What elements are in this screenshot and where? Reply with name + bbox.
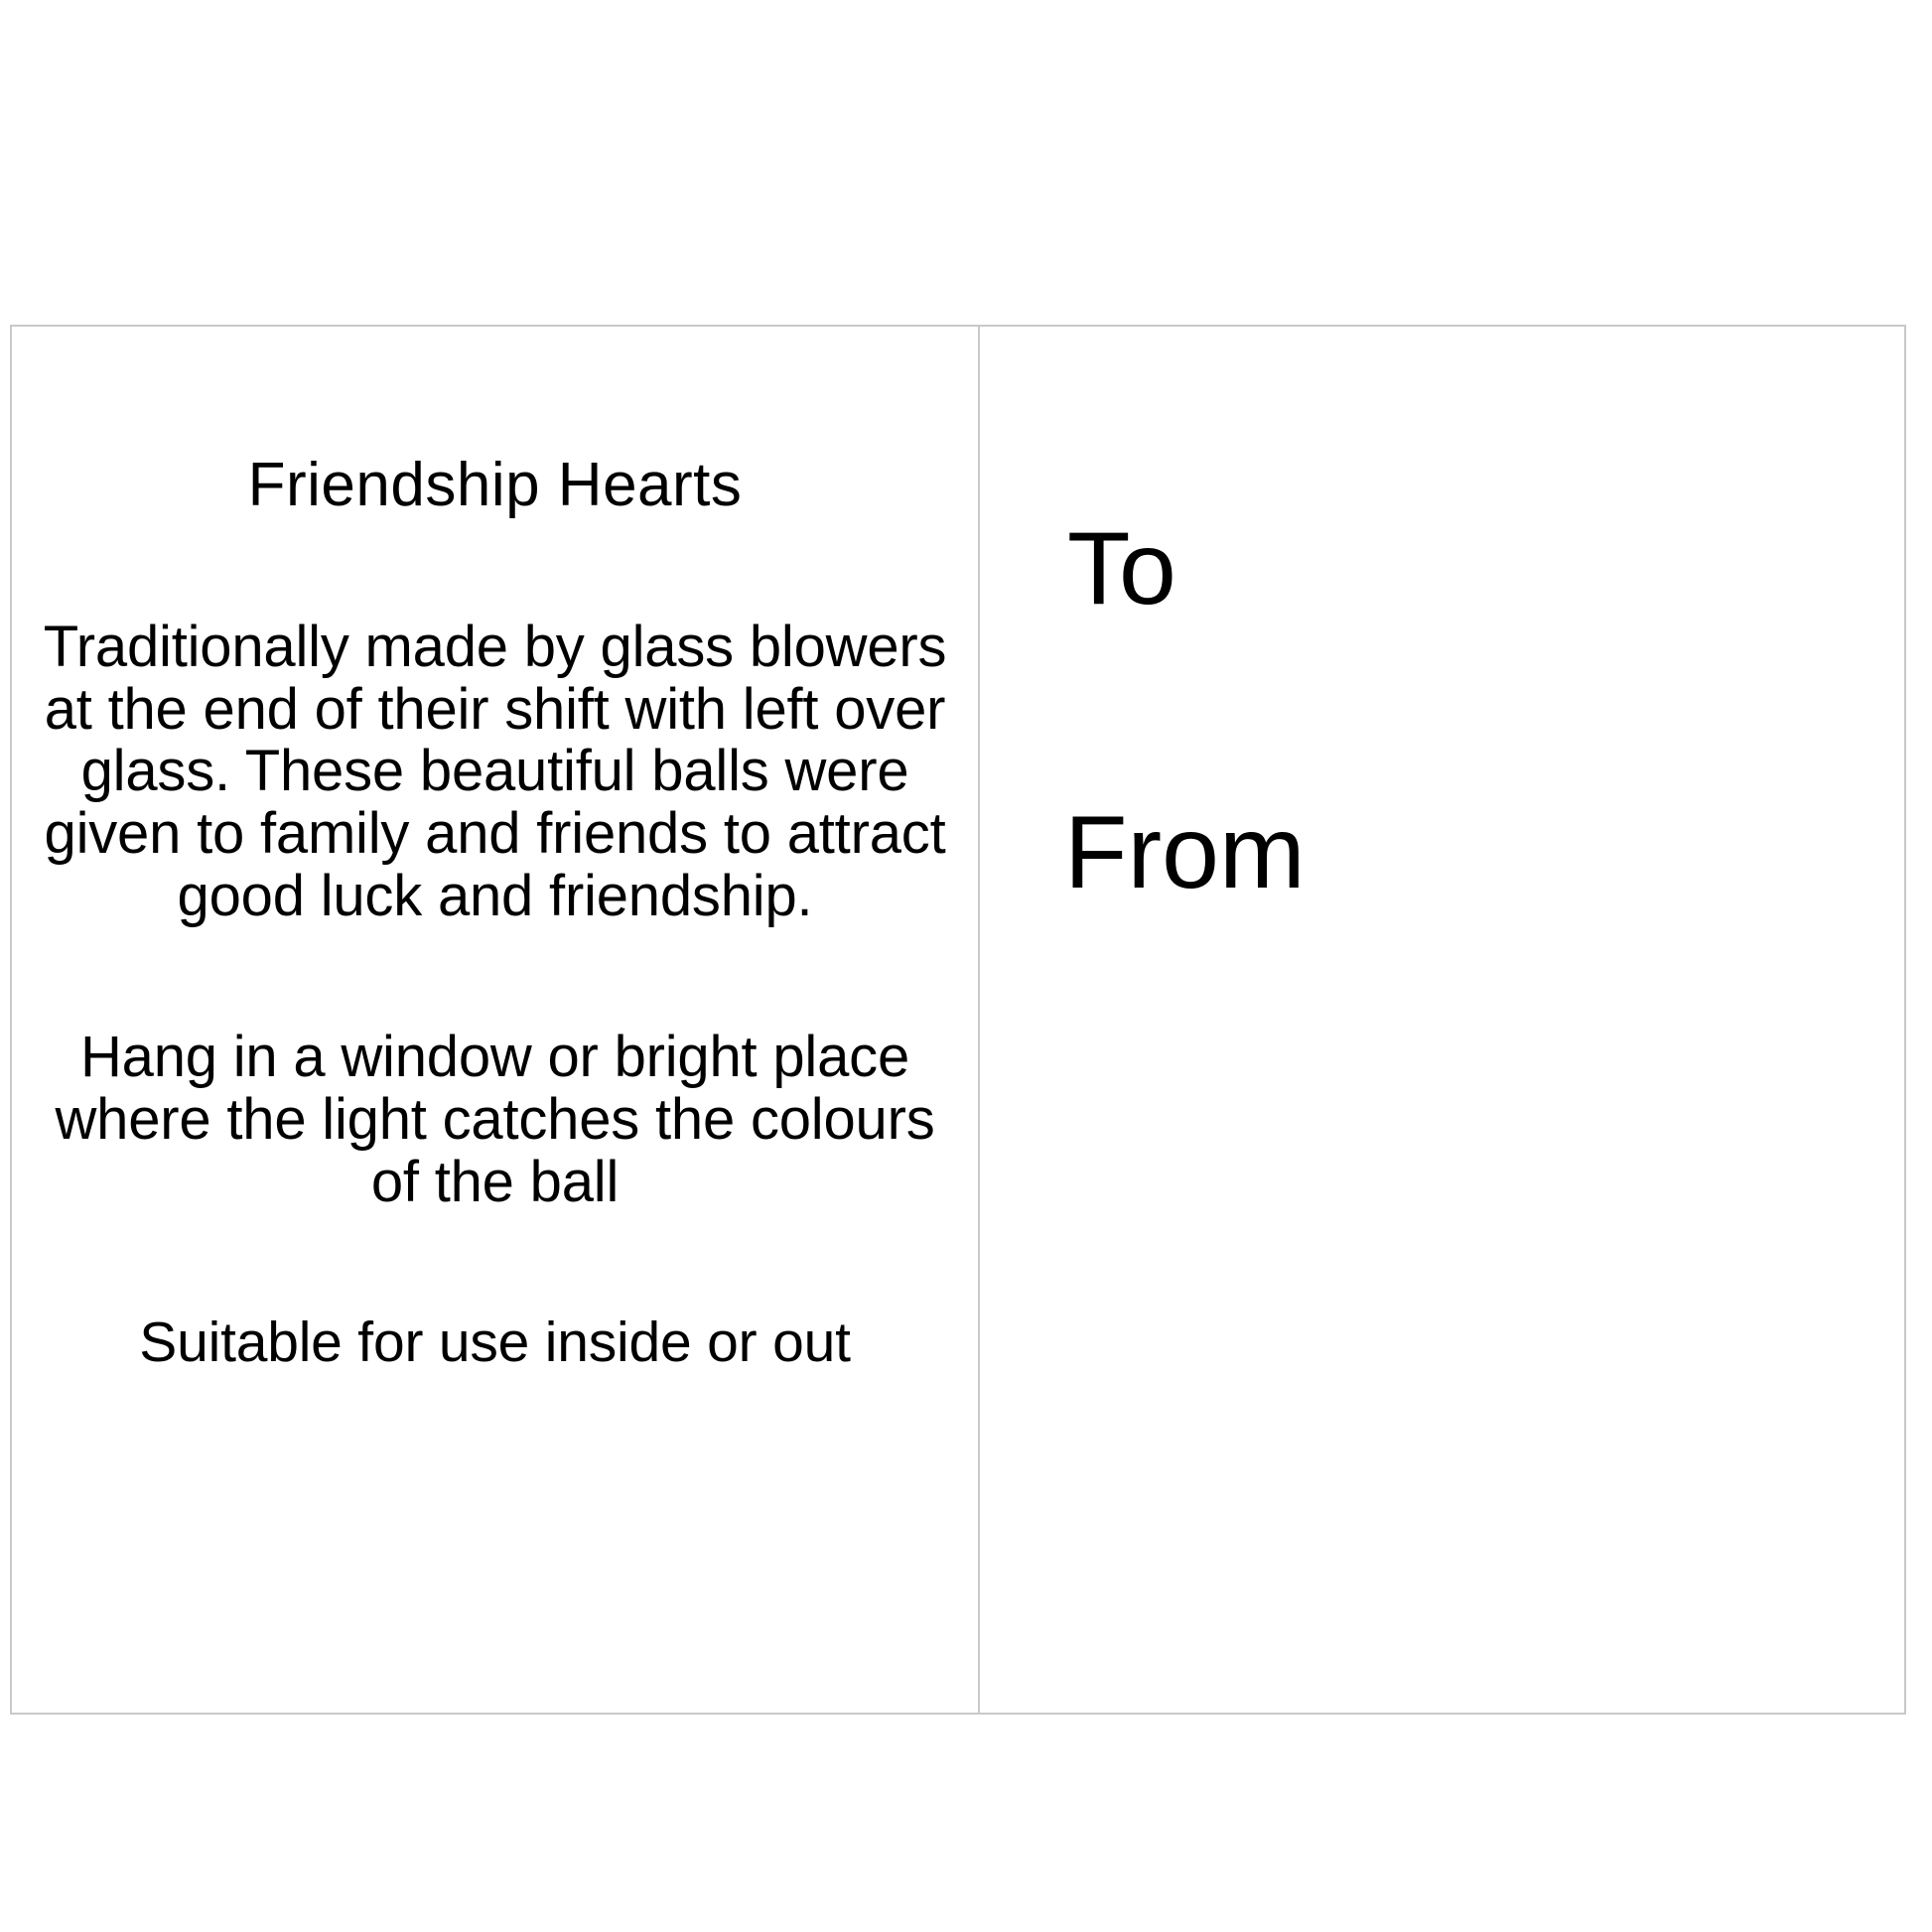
card-info-panel [12, 327, 980, 1713]
card-message-panel [980, 327, 1904, 1713]
from-field-label: From [1064, 795, 1306, 910]
page-title: Friendship Hearts [247, 451, 743, 519]
to-field-label: To [1067, 511, 1176, 626]
gift-card [10, 325, 1906, 1715]
description-paragraph-2: Hang in a window or bright place where the light catches the colours of the ball [55, 1025, 935, 1214]
description-paragraph-3: Suitable for use inside or out [139, 1311, 851, 1375]
description-paragraph-1: Traditionally made by glass blowers at the end of their shift with left over glass. These beautiful balls were given to family and friends to attract good luck and friendship. [43, 615, 947, 928]
